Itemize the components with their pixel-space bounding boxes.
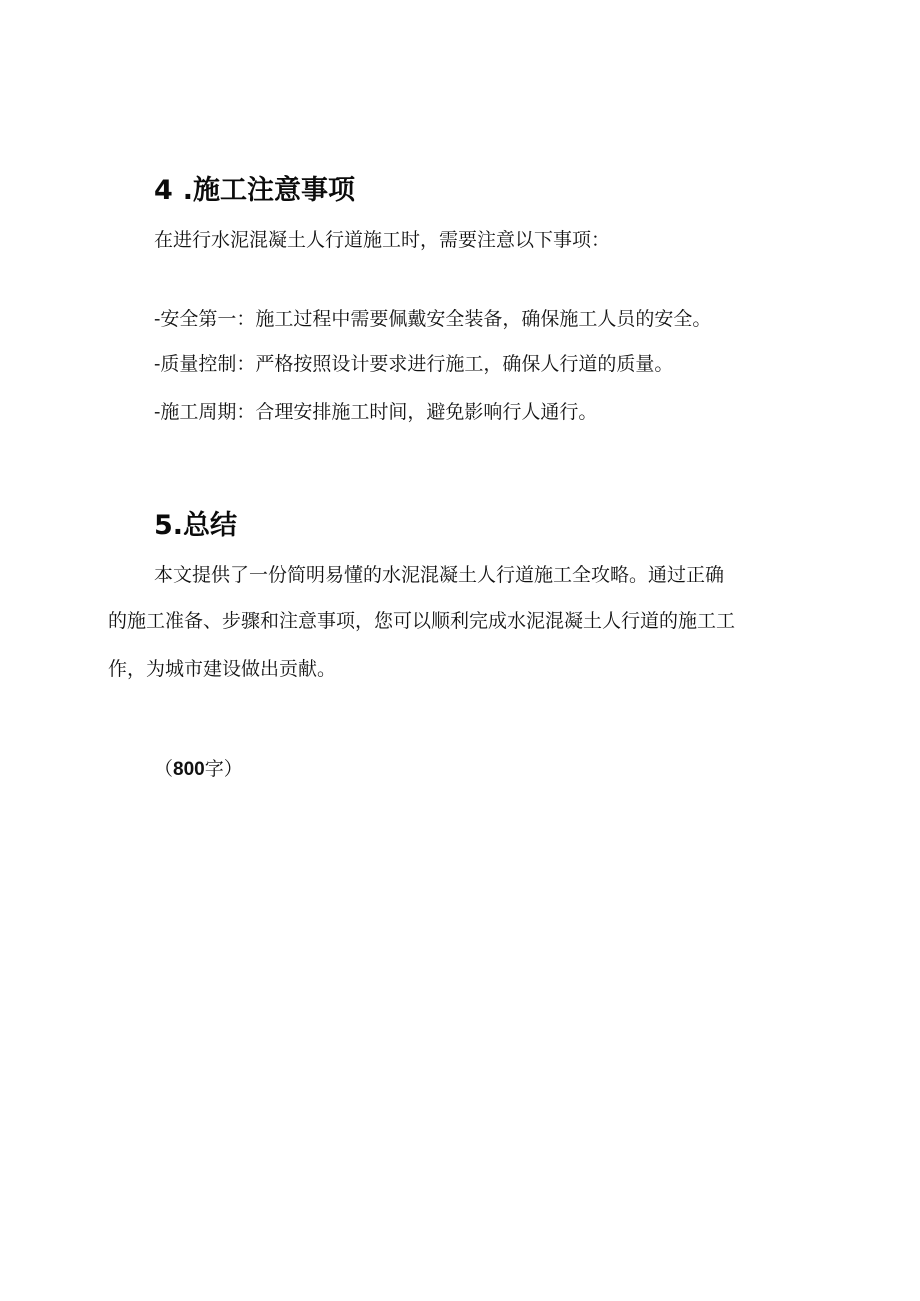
word-count-open-paren: （	[154, 758, 174, 780]
word-count-number: 800	[173, 759, 205, 780]
summary-line-3: 作，为城市建设做出贡献。	[108, 658, 337, 680]
list-item-quality: -质量控制：严格按照设计要求进行施工，确保人行道的质量。	[154, 353, 674, 375]
list-item-safety: -安全第一：施工过程中需要佩戴安全装备，确保施工人员的安全。	[154, 308, 712, 330]
section-4-number: 4	[154, 175, 183, 206]
list-item-schedule: -施工周期：合理安排施工时间，避免影响行人通行。	[154, 401, 598, 423]
section-4-heading	[154, 168, 355, 207]
summary-line-2: 的施工准备、步骤和注意事项，您可以顺利完成水泥混凝土人行道的施工工	[108, 610, 736, 632]
word-count	[154, 757, 243, 782]
section-4-title: .施工注意事项	[182, 175, 356, 206]
word-count-unit: 字）	[204, 758, 243, 780]
summary-line-1: 本文提供了一份简明易懂的水泥混凝土人行道施工全攻略。通过正确	[154, 564, 725, 586]
section-5-heading: 5.总结	[154, 510, 238, 541]
section-4-intro: 在进行水泥混凝土人行道施工时，需要注意以下事项：	[154, 229, 611, 251]
